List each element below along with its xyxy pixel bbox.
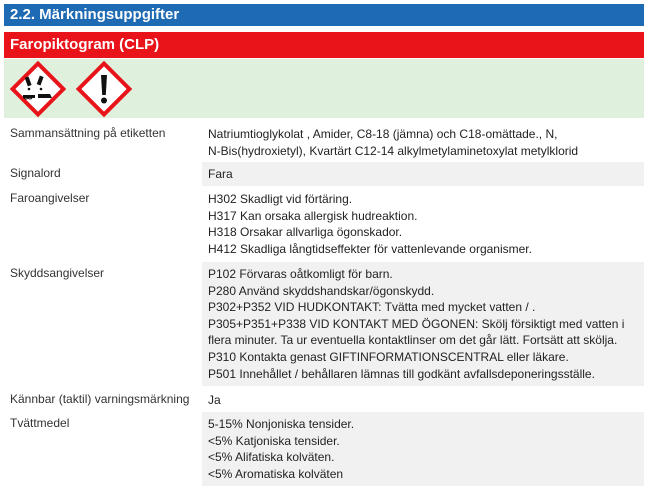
hazard-line: H412 Skadliga långtidseffekter för vattenlevande organismer. (208, 241, 532, 256)
detergent-label: Tvättmedel (10, 416, 70, 430)
hazard-line: H318 Orsakar allvarliga ögonskador. (208, 225, 403, 240)
row-precaution (4, 262, 644, 386)
row-tactile (4, 388, 644, 412)
tactile-value (202, 388, 644, 412)
tactile-text: Ja (208, 393, 221, 407)
hazard-label: Faroangivelser (10, 191, 90, 205)
hazard-value (202, 187, 644, 259)
composition-label: Sammansättning på etiketten (10, 126, 166, 140)
precaution-label: Skyddsangivelser (10, 266, 105, 280)
precaution-line: P305+P351+P338 VID KONTAKT MED ÖGONEN: Skölj försiktigt med vatten i flera minuter. Ta ur eventuella kontaktlinser om det går lätt. Fortsätt att skölja. P310 Kontakta genast GIFTINFORMATIONSCENTRAL eller läkare. (208, 316, 625, 364)
subsection-header: Faropiktogram (CLP) (4, 32, 644, 58)
row-composition (4, 122, 644, 162)
precaution-line: P280 Använd skyddshandskar/ögonskydd. (208, 283, 435, 298)
section-header: 2.2. Märkningsuppgifter (4, 4, 644, 26)
tactile-label: Kännbar (taktil) varningsmärkning (10, 392, 190, 406)
hazard-line: H317 Kan orsaka allergisk hudreaktion. (208, 208, 418, 223)
composition-line: N-Bis(hydroxietyl), Kvartärt C12-14 alkylmetylaminetoxylat metylklorid (208, 143, 579, 158)
detergent-value (202, 412, 644, 486)
precaution-line: P102 Förvaras oåtkomligt för barn. (208, 267, 393, 281)
signal-label: Signalord (10, 166, 61, 180)
exclamation-pictogram-icon (76, 61, 132, 117)
row-detergent (4, 412, 644, 486)
precaution-value (202, 262, 644, 386)
detergent-line: 5-15% Nonjoniska tensider. (208, 417, 355, 431)
signal-text: Fara (208, 167, 233, 181)
row-signal (4, 162, 644, 186)
pictogram-band (4, 59, 644, 118)
composition-value (202, 122, 644, 162)
composition-line: Natriumtioglykolat , Amider, C8-18 (jämna) och C18-omättade., N, (208, 127, 558, 141)
signal-value (202, 162, 644, 186)
detergent-line: <5% Katjoniska tensider. (208, 433, 340, 448)
precaution-line: P501 Innehållet / behållaren lämnas till godkänt avfallsdeponeringsställe. (208, 366, 595, 381)
row-hazard (4, 187, 644, 259)
corrosion-pictogram-icon (10, 61, 66, 117)
hazard-line: H302 Skadligt vid förtäring. (208, 192, 353, 206)
detergent-line: <5% Aromatiska kolväten (208, 466, 344, 481)
detergent-line: <5% Alifatiska kolväten. (208, 450, 335, 465)
precaution-line: P302+P352 VID HUDKONTAKT: Tvätta med mycket vatten / . (208, 300, 536, 315)
